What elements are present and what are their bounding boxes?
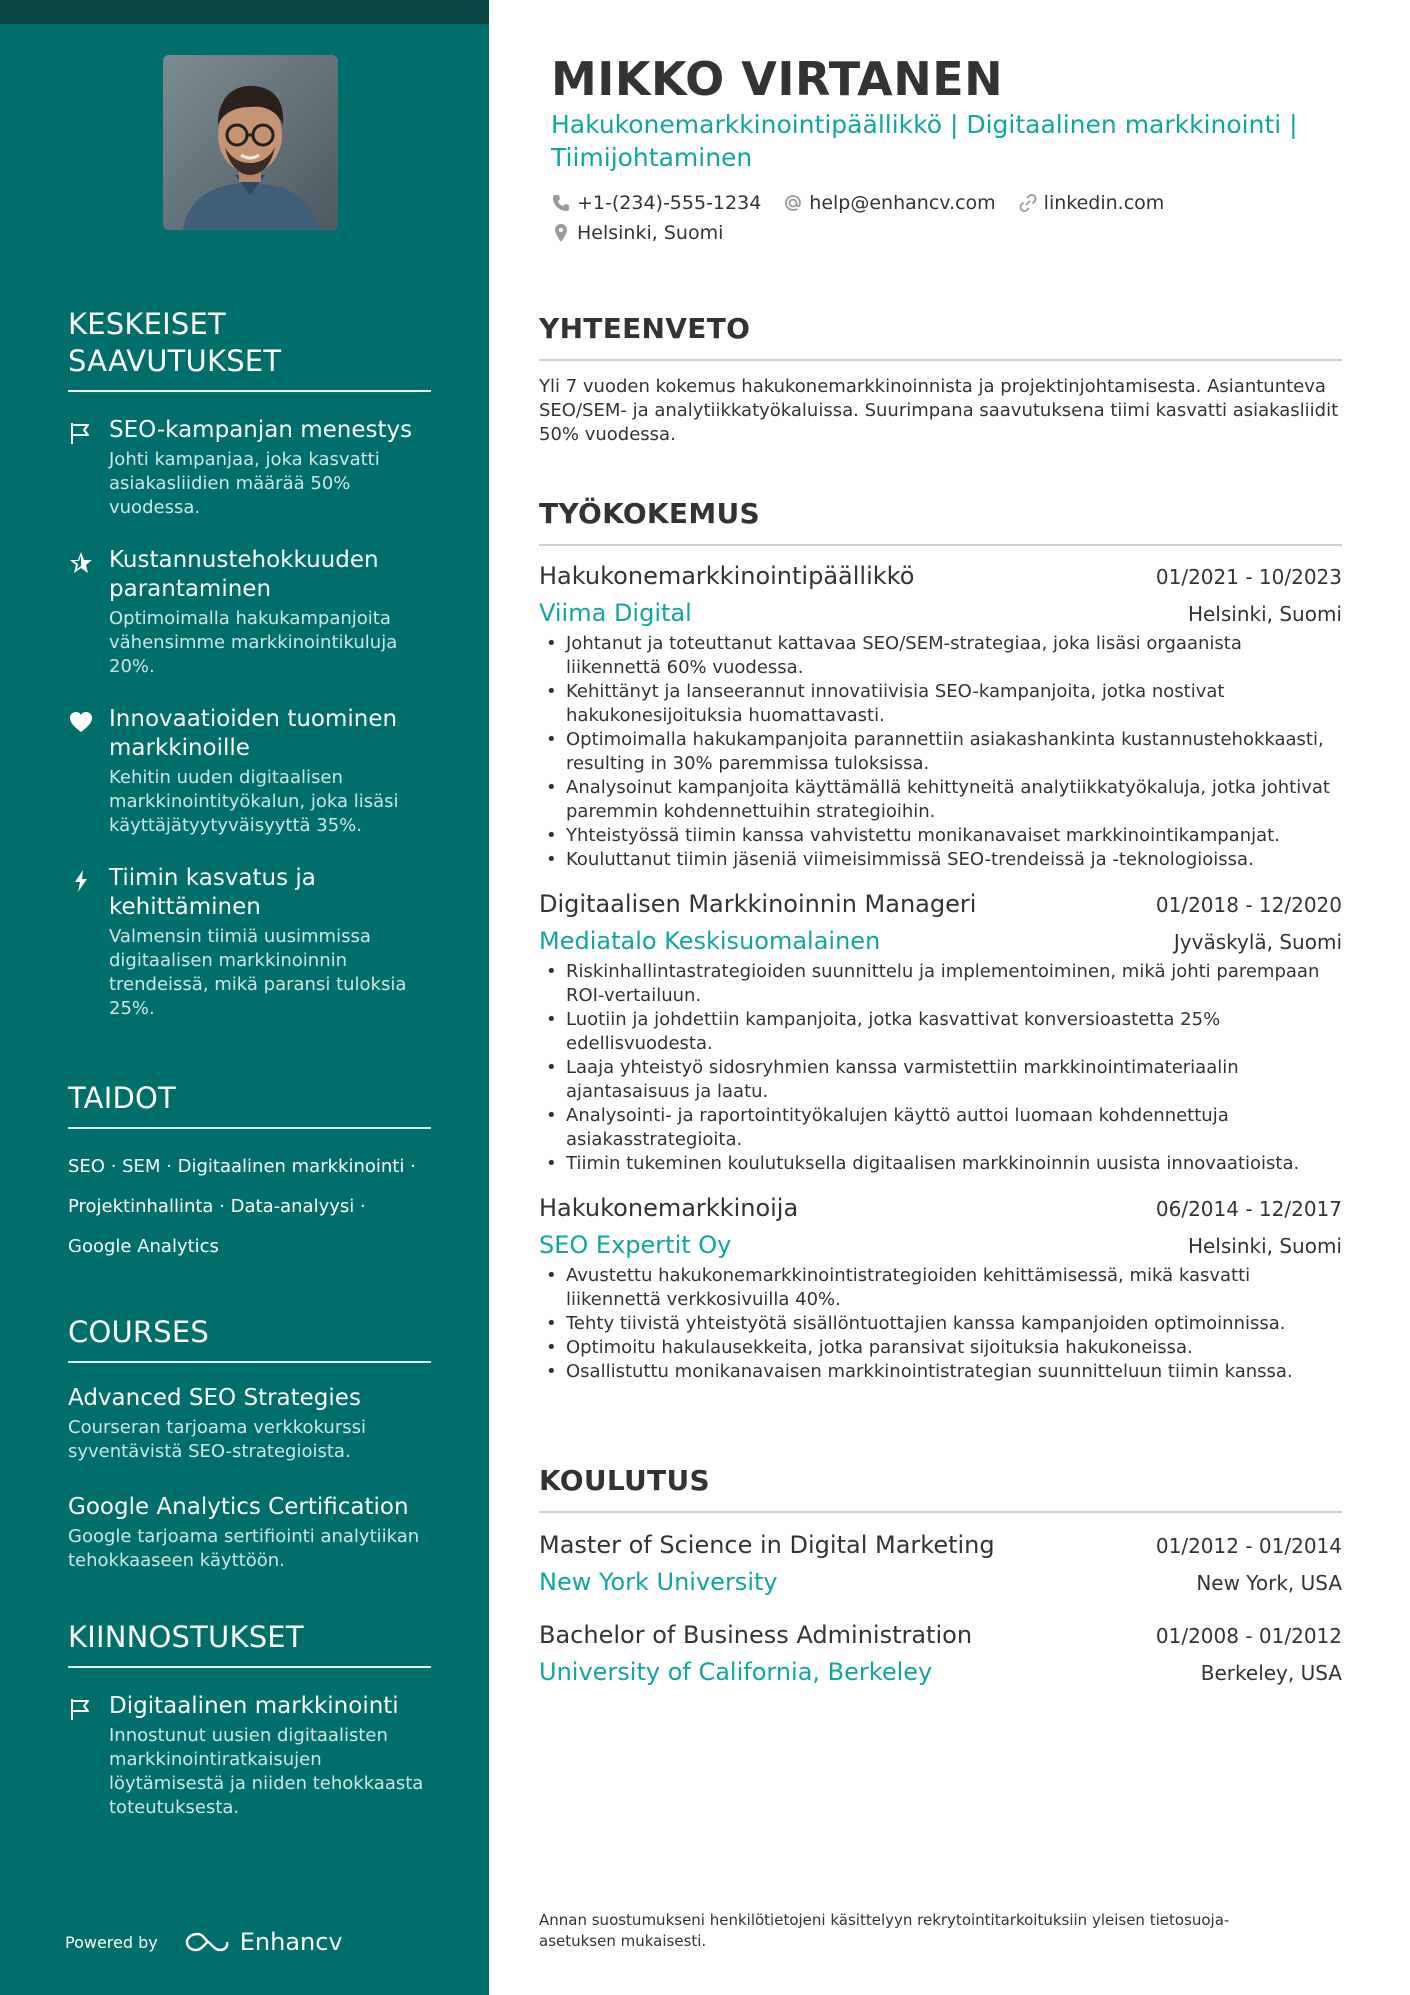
job-dates: 01/2021 - 10/2023 — [1155, 565, 1342, 589]
job-bullet: • Avustettu hakukonemarkkinointistrategioiden kehittämisessä, mikä kasvatti liikennettä verkkosivuilla 40%. — [539, 1264, 1342, 1312]
summary-heading: YHTEENVETO — [539, 311, 1342, 361]
avatar — [163, 55, 338, 230]
job-bullet: • Johtanut ja toteuttanut kattavaa SEO/SEM-strategiaa, joka lisäsi orgaanista liikennettä 60% vuodessa. — [539, 632, 1342, 680]
linkedin-text: linkedin.com — [1043, 192, 1165, 214]
link-icon — [1018, 193, 1038, 213]
education-entry — [539, 1527, 1342, 1599]
skills-line: Projektinhallinta · Data-analyysi · — [68, 1196, 366, 1217]
profile-photo — [163, 55, 338, 230]
interests-section — [68, 1619, 431, 1846]
achievement-desc: Valmensin tiimiä uusimmissa digitaalisen markkinoinnin trendeissä, mikä paransi tuloksia 25%. — [109, 926, 407, 1019]
course-desc: Courseran tarjoama verkkokurssi syventävistä SEO-strategioista. — [68, 1417, 367, 1462]
phone-icon — [551, 193, 571, 213]
job-company: Mediatalo Keskisuomalainen — [539, 927, 881, 955]
achievement-desc: Johti kampanjaa, joka kasvatti asiakasliidien määrää 50% vuodessa. — [109, 449, 380, 518]
job-location: Helsinki, Suomi — [1187, 602, 1342, 626]
job-bullet: • Kouluttanut tiimin jäseniä viimeisimmissä SEO-trendeissä ja -teknologioissa. — [539, 848, 1342, 872]
job-title: Hakukonemarkkinointipäällikkö — [539, 562, 915, 590]
candidate-name: MIKKO VIRTANEN — [551, 52, 1004, 106]
job-entry — [539, 558, 1342, 872]
interests-heading: KIINNOSTUKSET — [68, 1619, 431, 1668]
skills-line: Google Analytics — [68, 1236, 219, 1257]
summary-text: Yli 7 vuoden kokemus hakukonemarkkinoinnista ja projektinjohtamisesta. Asiantunteva SEO/SEM- ja analytiikkatyökaluissa. Suurimpana saavutuksena tiimi kasvatti asiakasliidit 50% vuodessa. — [539, 376, 1339, 445]
job-bullet: • Analysoinut kampanjoita käyttämällä kehittyneitä analytiikkatyökaluja, jotka johtivat paremmin kohdennettuihin strategioihin. — [539, 776, 1342, 824]
enhancv-logo-icon — [184, 1930, 230, 1954]
skills-section — [68, 1080, 431, 1267]
location-contact — [551, 222, 723, 244]
achievement-desc: Kehitin uuden digitaalisen markkinointityökalun, joka lisäsi käyttäjätyytyväisyyttä 35%. — [109, 767, 399, 836]
job-entry — [539, 1190, 1342, 1384]
job-dates: 01/2018 - 12/2020 — [1155, 893, 1342, 917]
email-contact[interactable] — [783, 192, 995, 214]
phone-contact[interactable] — [551, 192, 761, 214]
job-location: Helsinki, Suomi — [1187, 1234, 1342, 1258]
sidebar-top-band — [0, 0, 489, 24]
job-bullets — [539, 1264, 1342, 1384]
job-company: SEO Expertit Oy — [539, 1231, 732, 1259]
education-section — [539, 1463, 1342, 1707]
experience-section — [539, 496, 1342, 1398]
at-icon — [783, 193, 803, 213]
summary-section — [539, 311, 1342, 447]
sidebar — [0, 0, 489, 1995]
education-dates: 01/2008 - 01/2012 — [1155, 1624, 1342, 1648]
job-bullet: • Tehty tiivistä yhteistyötä sisällöntuottajien kanssa kampanjoiden optimoinnissa. — [539, 1312, 1342, 1336]
achievement-item — [68, 546, 431, 679]
contact-info — [551, 192, 1331, 252]
job-bullet: • Analysointi- ja raportointityökalujen käyttö auttoi luomaan kohdennettuja asiakasstrategioita. — [539, 1104, 1342, 1152]
job-bullet: • Kehittänyt ja lanseerannut innovatiivisia SEO-kampanjoita, jotka nostivat hakukonesijoituksia huomattavasti. — [539, 680, 1342, 728]
course-item — [68, 1492, 431, 1573]
achievement-item — [68, 416, 431, 520]
job-entry — [539, 886, 1342, 1176]
achievements-heading: KESKEISET SAAVUTUKSET — [68, 306, 431, 392]
courses-section — [68, 1314, 431, 1601]
achievements-section — [68, 306, 431, 1047]
job-bullet: • Yhteistyössä tiimin kanssa vahvistettu monikanavaiset markkinointikampanjat. — [539, 824, 1342, 848]
education-dates: 01/2012 - 01/2014 — [1155, 1534, 1342, 1558]
star-icon — [68, 550, 94, 576]
job-title: Hakukonemarkkinoija — [539, 1194, 799, 1222]
heart-icon — [68, 709, 94, 735]
bolt-icon — [68, 868, 94, 894]
job-bullets — [539, 632, 1342, 872]
achievement-item — [68, 705, 431, 838]
job-company: Viima Digital — [539, 599, 692, 627]
achievement-desc: Optimoimalla hakukampanjoita vähensimme markkinointikuluja 20%. — [109, 608, 398, 677]
candidate-tagline: Hakukonemarkkinointipäällikkö | Digitaalinen markkinointi | Tiimijohtaminen — [551, 110, 1298, 172]
school-location: New York, USA — [1196, 1571, 1342, 1595]
interest-desc: Innostunut uusien digitaalisten markkinointiratkaisujen löytämisestä ja niiden tehokkaasta toteutuksesta. — [109, 1725, 424, 1818]
powered-by-label: Powered by — [65, 1932, 158, 1952]
school-name: University of California, Berkeley — [539, 1658, 933, 1686]
skills-heading: TAIDOT — [68, 1080, 431, 1129]
achievement-item — [68, 864, 431, 1021]
school-location: Berkeley, USA — [1200, 1661, 1342, 1685]
skills-list — [68, 1147, 431, 1267]
job-bullet: • Laaja yhteistyö sidosryhmien kanssa varmistettiin markkinointimateriaalin ajantasaisuus ja laatu. — [539, 1056, 1342, 1104]
job-dates: 06/2014 - 12/2017 — [1155, 1197, 1342, 1221]
course-title: Advanced SEO Strategies — [68, 1385, 361, 1411]
education-heading: KOULUTUS — [539, 1463, 1342, 1513]
job-bullet: • Optimoimalla hakukampanjoita parannettiin asiakashankinta kustannustehokkaasti, resulting in 30% paremmissa tuloksissa. — [539, 728, 1342, 776]
degree-title: Bachelor of Business Administration — [539, 1621, 973, 1649]
flag-icon — [68, 1696, 94, 1722]
phone-text: +1-(234)-555-1234 — [577, 192, 762, 214]
interest-title: Digitaalinen markkinointi — [109, 1693, 399, 1719]
flag-icon — [68, 420, 94, 446]
achievement-title: Innovaatioiden tuominen markkinoille — [109, 706, 398, 761]
job-title: Digitaalisen Markkinoinnin Manageri — [539, 890, 977, 918]
experience-heading: TYÖKOKEMUS — [539, 496, 1342, 546]
location-pin-icon — [551, 223, 571, 243]
course-desc: Google tarjoama sertifiointi analytiikan tehokkaaseen käyttöön. — [68, 1526, 420, 1571]
brand-name: Enhancv — [239, 1928, 343, 1956]
linkedin-contact[interactable] — [1018, 192, 1165, 214]
job-bullet: • Osallistuttu monikanavaisen markkinointistrategian suunnitteluun tiimin kanssa. — [539, 1360, 1342, 1384]
education-entry — [539, 1617, 1342, 1689]
job-bullet: • Optimoitu hakulausekkeita, jotka paransivat sijoituksia hakukoneissa. — [539, 1336, 1342, 1360]
job-location: Jyväskylä, Suomi — [1173, 930, 1342, 954]
skills-line: SEO · SEM · Digitaalinen markkinointi · — [68, 1156, 416, 1177]
achievement-title: Tiimin kasvatus ja kehittäminen — [109, 865, 316, 920]
job-bullet: • Luotiin ja johdettiin kampanjoita, jotka kasvattivat konversioastetta 25% edellisvuodesta. — [539, 1008, 1342, 1056]
gdpr-consent-note: Annan suostumukseni henkilötietojeni käsittelyyn rekrytointitarkoituksiin yleisen tietosuoja-asetuksen mukaisesti. — [539, 1911, 1230, 1950]
powered-by — [65, 1928, 343, 1956]
email-text: help@enhancv.com — [809, 192, 996, 214]
job-bullet: • Riskinhallintastrategioiden suunnittelu ja implementoiminen, mikä johti parempaan ROI-vertailuun. — [539, 960, 1342, 1008]
courses-heading: COURSES — [68, 1314, 431, 1363]
brand-logo[interactable] — [184, 1928, 343, 1956]
job-bullet: • Tiimin tukeminen koulutuksella digitaalisen markkinoinnin uusista innovaatioista. — [539, 1152, 1342, 1176]
course-item — [68, 1383, 431, 1464]
degree-title: Master of Science in Digital Marketing — [539, 1531, 995, 1559]
job-bullets — [539, 960, 1342, 1176]
school-name: New York University — [539, 1568, 778, 1596]
location-text: Helsinki, Suomi — [577, 222, 724, 244]
achievement-title: Kustannustehokkuuden parantaminen — [109, 547, 379, 602]
interest-item — [68, 1692, 431, 1820]
achievement-title: SEO-kampanjan menestys — [109, 417, 413, 443]
course-title: Google Analytics Certification — [68, 1494, 409, 1520]
